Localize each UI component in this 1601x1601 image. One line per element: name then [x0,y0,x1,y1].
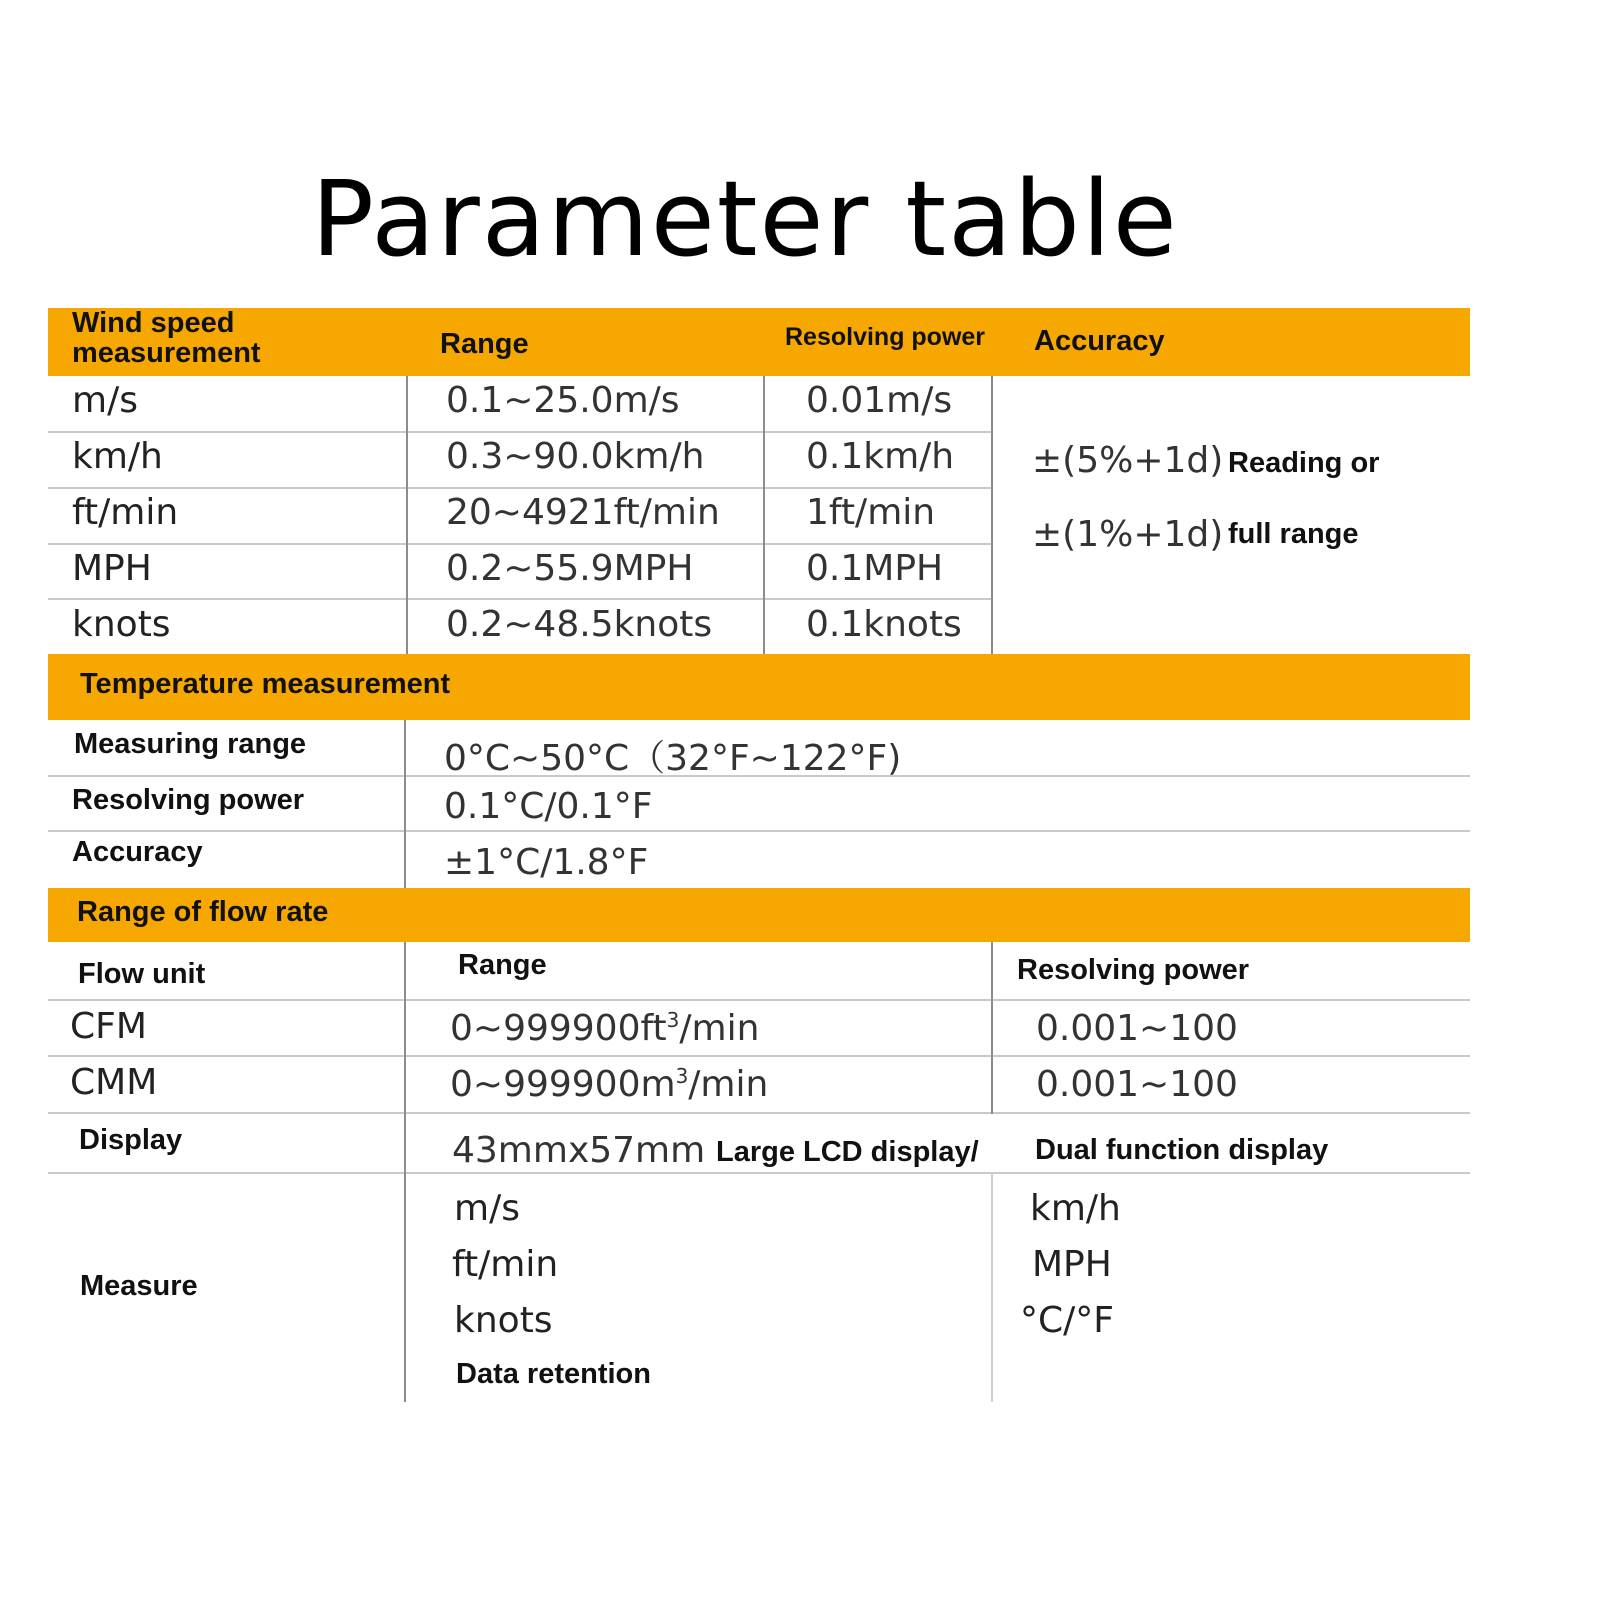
flow-range-exponent: 3 [666,1008,680,1032]
wind-range: 0.1~25.0m/s [446,380,680,421]
display-description: Large LCD display/ [716,1136,979,1168]
wind-range: 0.2~48.5knots [446,604,713,645]
divider [48,830,1470,832]
flow-range-value: 0~999900m [450,1064,676,1105]
flow-resolution: 0.001~100 [1036,1008,1238,1049]
wind-resolution: 0.01m/s [806,380,953,421]
measure-unit: MPH [1032,1244,1112,1285]
display-function: Dual function display [1035,1134,1329,1166]
wind-resolution: 0.1MPH [806,548,944,589]
wind-unit: knots [72,604,171,645]
wind-range: 20~4921ft/min [446,492,720,533]
measure-label: Measure [80,1270,198,1302]
display-size: 43mmx57mm [452,1130,706,1171]
divider [404,720,406,888]
wind-range: 0.3~90.0km/h [446,436,705,477]
wind-unit: MPH [72,548,152,589]
divider [48,999,1470,1001]
page-title: Parameter table [311,158,1179,280]
flow-range [450,1008,759,1049]
wind-header-resolving-power: Resolving power [785,323,986,351]
measure-extra: Data retention [456,1358,651,1390]
display-label: Display [79,1124,183,1156]
temperature-label: Accuracy [72,836,203,868]
flow-header: Range of flow rate [77,896,329,928]
divider [48,431,993,433]
wind-unit: km/h [72,436,163,477]
wind-accuracy-value: ±(5%+1d) [1032,440,1224,481]
flow-col-header-resolution: Resolving power [1017,954,1250,986]
divider [48,1055,1470,1057]
measure-unit: knots [454,1300,553,1341]
temperature-value: 0.1°C/0.1°F [444,786,653,827]
flow-range-unit: /min [688,1064,769,1105]
wind-header-accuracy: Accuracy [1034,325,1165,357]
wind-resolution: 0.1knots [806,604,962,645]
temperature-value: 0°C~50°C（32°F~122°F) [444,738,902,779]
flow-resolution: 0.001~100 [1036,1064,1238,1105]
divider [763,376,765,654]
divider [48,487,993,489]
wind-header-range: Range [440,328,529,360]
temperature-header: Temperature measurement [80,668,451,700]
divider [991,942,993,1114]
wind-header-band [48,308,1470,376]
wind-header-measurement: Wind speed measurement [72,307,261,369]
flow-range-value: 0~999900ft [450,1008,667,1049]
wind-unit: ft/min [72,492,179,533]
wind-accuracy-value: ±(1%+1d) [1032,514,1224,555]
flow-col-header-range: Range [458,949,547,981]
divider [991,1174,993,1402]
divider [48,598,993,600]
measure-unit: km/h [1030,1188,1121,1229]
wind-accuracy-note: Reading or [1228,447,1380,479]
divider [48,543,993,545]
temperature-value: ±1°C/1.8°F [444,842,649,883]
temperature-label: Resolving power [72,784,305,816]
flow-range-unit: /min [679,1008,760,1049]
divider [48,1172,1470,1174]
measure-unit: °C/°F [1020,1300,1114,1341]
divider [991,376,993,654]
temperature-label: Measuring range [74,728,307,760]
divider [404,942,406,1402]
wind-range: 0.2~55.9MPH [446,548,694,589]
flow-unit: CMM [70,1062,158,1103]
flow-range [450,1064,768,1105]
flow-unit: CFM [70,1006,147,1047]
wind-resolution: 1ft/min [806,492,936,533]
wind-accuracy-note: full range [1228,518,1359,550]
divider [406,376,408,654]
divider [48,1112,1470,1114]
wind-unit: m/s [72,380,138,421]
measure-unit: ft/min [452,1244,559,1285]
measure-unit: m/s [454,1188,520,1229]
wind-resolution: 0.1km/h [806,436,955,477]
flow-range-exponent: 3 [675,1064,689,1088]
flow-col-header-unit: Flow unit [78,958,206,990]
